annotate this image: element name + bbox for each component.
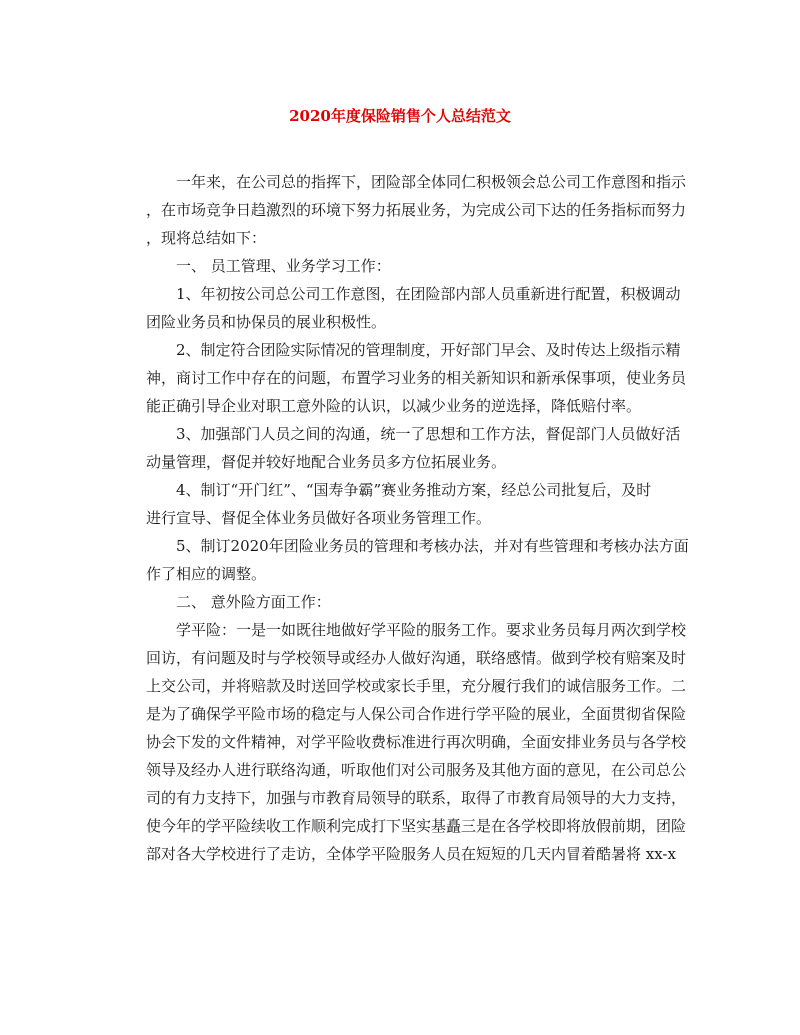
text-line: ，在市场竞争日趋激烈的环境下努力拓展业务，为完成公司下达的任务指标而努力 [146, 201, 687, 219]
paragraph [146, 280, 681, 336]
text-line: 回访，有问题及时与学校领导或经办人做好沟通，联络感情。做到学校有赔案及时 [146, 649, 687, 667]
text-line: 团险业务员和协保员的展业积极性。 [146, 313, 387, 331]
text-line: 一、 员工管理、业务学习工作： [146, 257, 391, 275]
text-line: 一年来，在公司总的指挥下，团险部全体同仁积极领会总公司工作意图和指示 [146, 173, 687, 191]
text-line: 领导及经办人进行联络沟通，听取他们对公司服务及其他方面的意见，在公司总公 [146, 761, 687, 779]
text-line: 神，商讨工作中存在的问题，布置学习业务的相关新知识和新承保事项，使业务员 [146, 369, 687, 387]
text-line: 4、制订“开门红”、“国寿争霸”赛业务推动方案，经总公司批复后，及时 [146, 481, 652, 499]
text-line: 上交公司，并将赔款及时送回学校或家长手里，充分履行我们的诚信服务工作。二 [146, 677, 687, 695]
paragraph [146, 168, 687, 252]
text-line: 协会下发的文件精神，对学平险收费标准进行再次明确，全面安排业务员与各学校 [146, 733, 687, 751]
paragraph [146, 532, 689, 588]
paragraph [146, 420, 681, 476]
paragraph [146, 336, 687, 420]
text-line: 学平险：一是一如既往地做好学平险的服务工作。要求业务员每月两次到学校 [146, 621, 687, 639]
paragraph [146, 588, 660, 616]
text-line: 司的有力支持下，加强与市教育局领导的联系，取得了市教育局领导的大力支持， [146, 789, 687, 807]
paragraph [146, 252, 660, 280]
text-line: 使今年的学平险续收工作顺利完成打下坚实基矗三是在各学校即将放假前期，团险 [146, 817, 687, 835]
paragraph [146, 616, 687, 868]
text-line: ，现将总结如下： [146, 229, 267, 247]
text-line: 1、年初按公司总公司工作意图，在团险部内部人员重新进行配置，积极调动 [146, 285, 681, 303]
text-line: 3、加强部门人员之间的沟通，统一了思想和工作方法，督促部门人员做好活 [146, 425, 681, 443]
text-line: 二、 意外险方面工作： [146, 593, 331, 611]
text-line: 进行宣导、督促全体业务员做好各项业务管理工作。 [146, 509, 492, 527]
text-line: 部对各大学校进行了走访，全体学平险服务人员在短短的几天内冒着酷暑将 xx-x [146, 845, 676, 863]
text-line: 动量管理，督促并较好地配合业务员多方位拓展业务。 [146, 453, 507, 471]
text-line: 5、制订2020年团险业务员的管理和考核办法，并对有些管理和考核办法方面 [146, 537, 689, 555]
document-title: 2020年度保险销售个人总结范文 [289, 107, 511, 125]
text-line: 能正确引导企业对职工意外险的认识，以减少业务的逆选择，降低赔付率。 [146, 397, 642, 415]
document-body [146, 168, 689, 868]
paragraph [146, 476, 660, 532]
text-line: 2、制定符合团险实际情况的管理制度，开好部门早会、及时传达上级指示精 [146, 341, 681, 359]
text-line: 作了相应的调整。 [146, 565, 267, 583]
text-line: 是为了确保学平险市场的稳定与人保公司合作进行学平险的展业，全面贯彻省保险 [146, 705, 687, 723]
